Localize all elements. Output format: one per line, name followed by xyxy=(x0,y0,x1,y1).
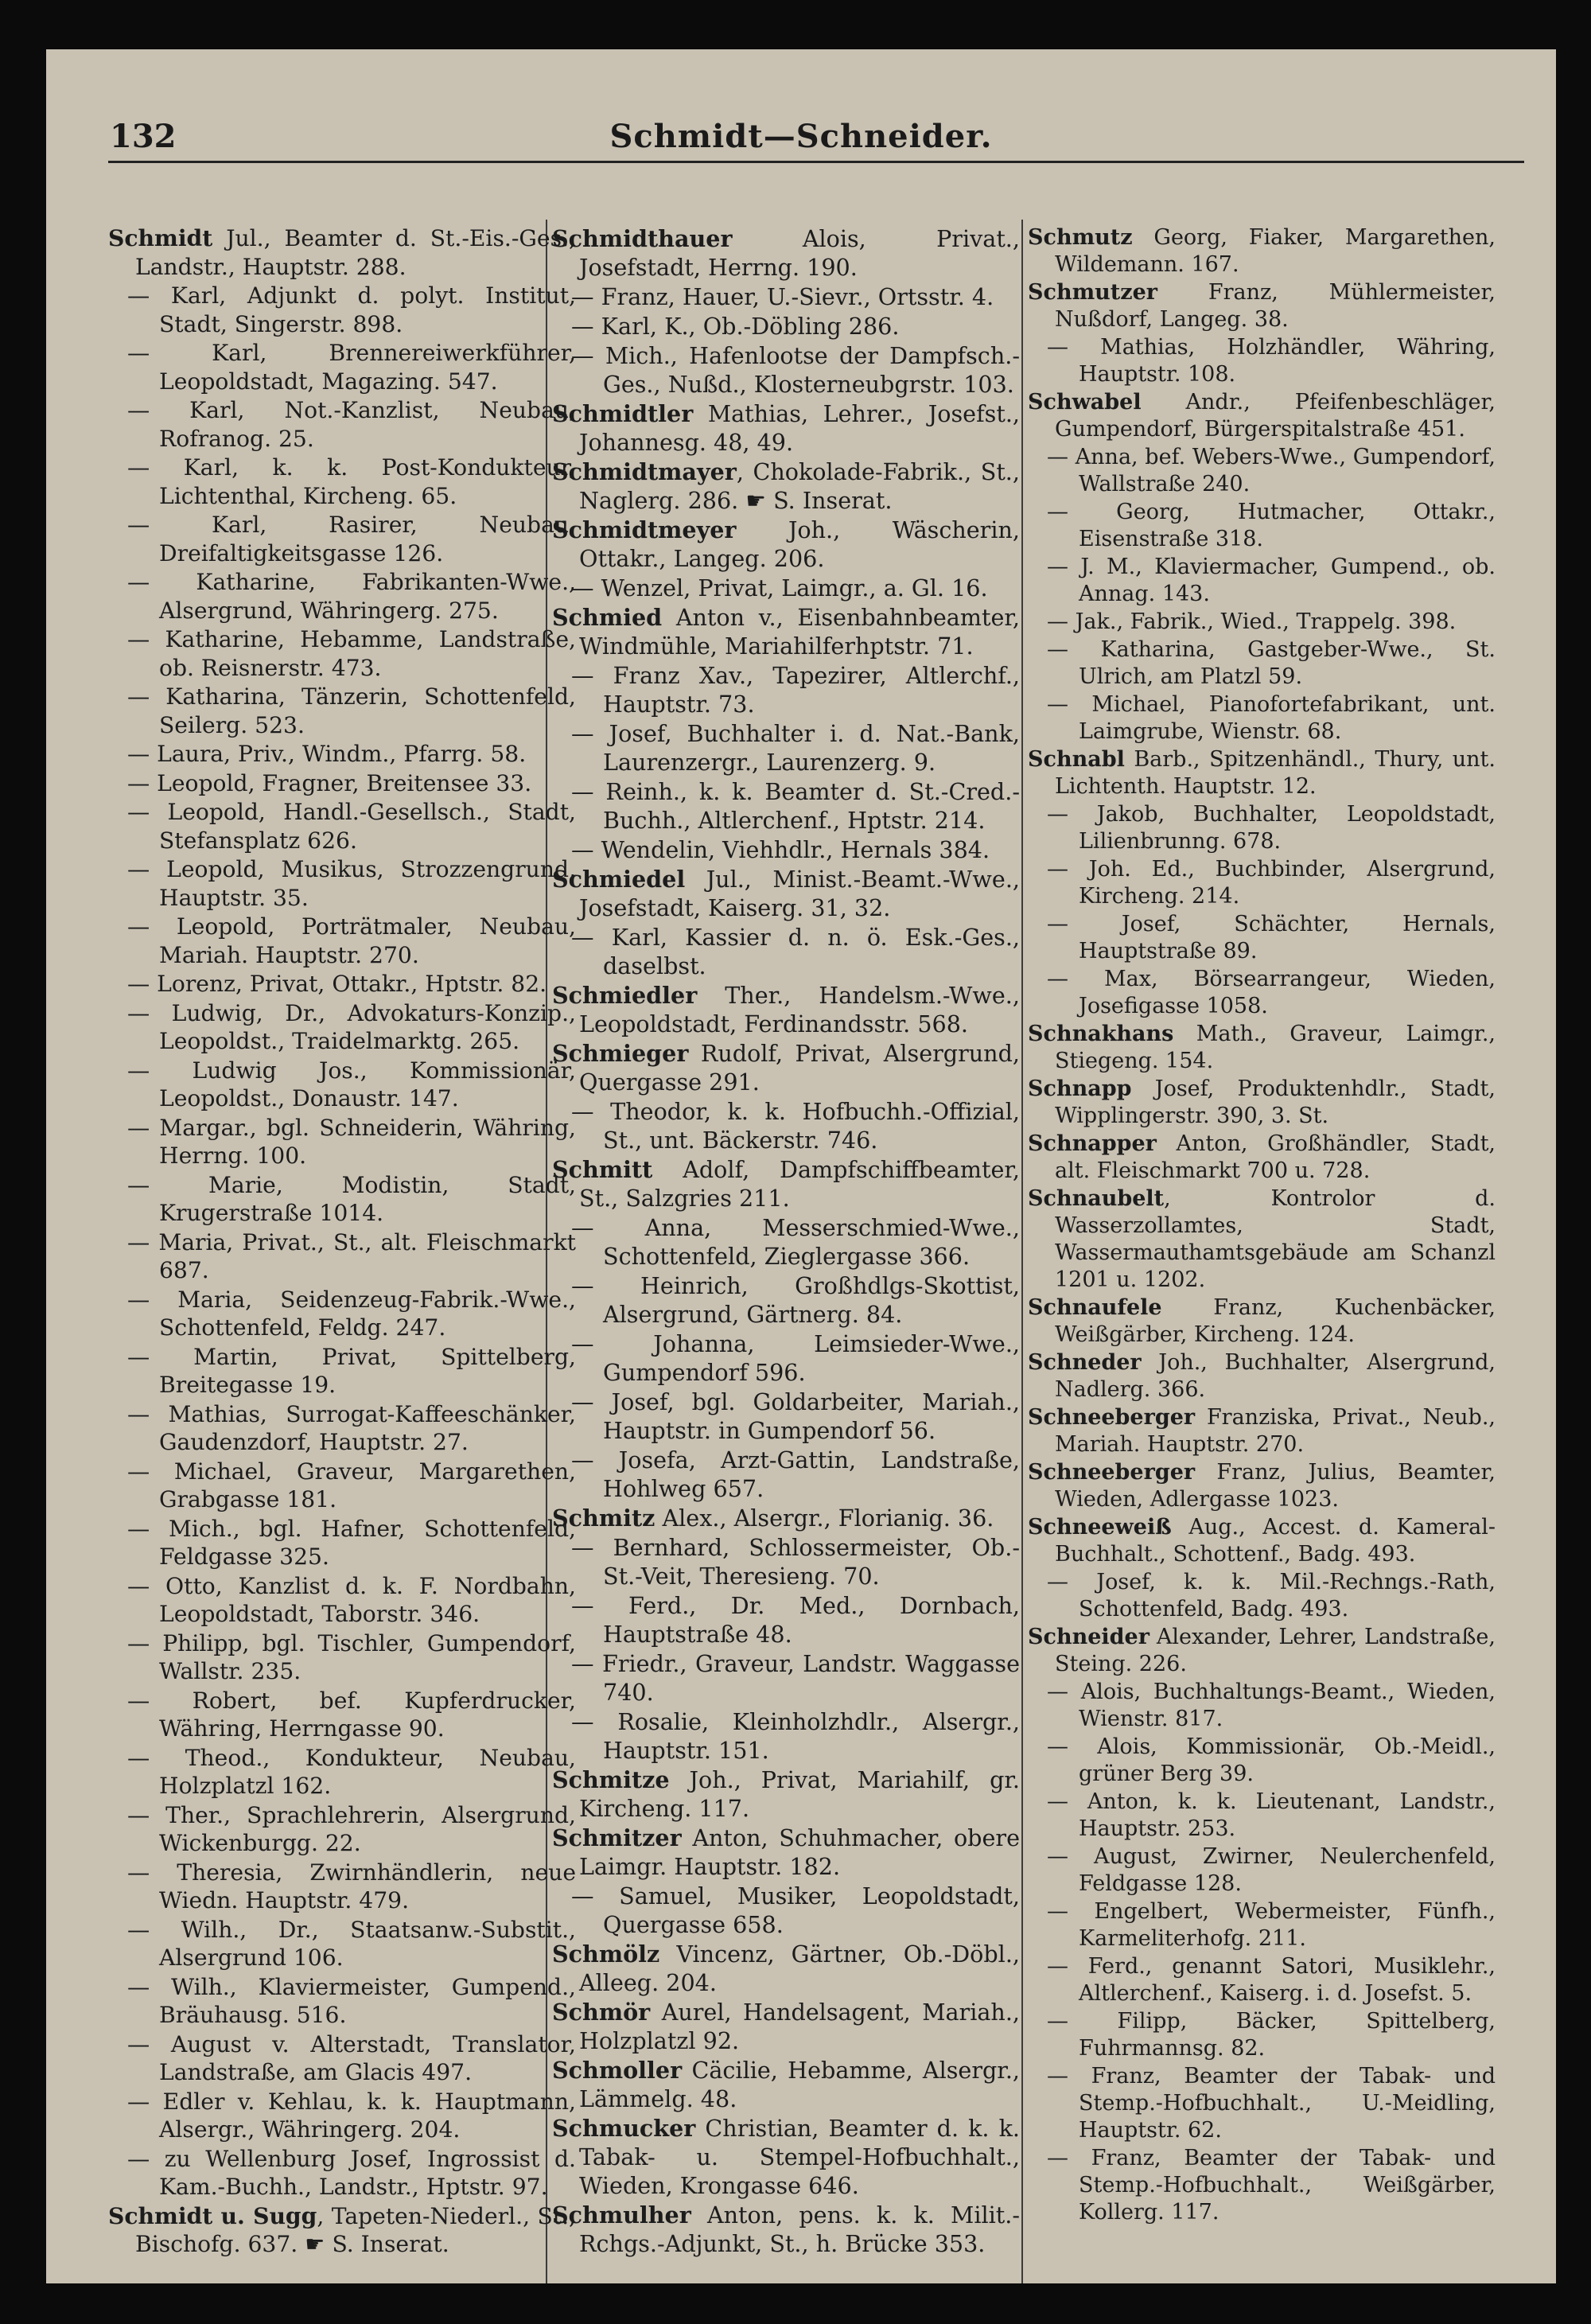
directory-subentry xyxy=(552,1388,1020,1445)
directory-entry xyxy=(1028,224,1496,278)
entry-text: — Karl, Kassier d. n. ö. Esk.-Ges., daselbst. xyxy=(571,924,1020,979)
entry-text: , Tapeten-Niederl., St., Bischofg. 637. ☛ S. Inserat. xyxy=(135,2202,576,2257)
entry-surname: Schneider xyxy=(1028,1625,1149,1649)
entry-text: — Joh. Ed., Buchbinder, Alsergrund, Kircheng. 214. xyxy=(1047,857,1496,909)
entry-text: — Jak., Fabrik., Wied., Trappelg. 398. xyxy=(1047,609,1457,634)
directory-entry xyxy=(552,1504,1020,1532)
entry-text: Alex., Alsergr., Florianig. 36. xyxy=(655,1505,994,1532)
entry-text: — Katharina, Gastgeber-Wwe., St. Ulrich, am Platzl 59. xyxy=(1047,637,1496,689)
entry-text: — August, Zwirner, Neulerchenfeld, Feldgasse 128. xyxy=(1047,1844,1496,1896)
entry-text: — Franz, Beamter der Tabak- und Stemp.-Hofbuchhalt., Weißgärber, Kollerg. 117. xyxy=(1047,2146,1496,2225)
directory-subentry xyxy=(108,683,576,739)
entry-text: — Mich., Hafenlootse der Dampfsch.-Ges., Nußd., Klosterneubgrstr. 103. xyxy=(571,342,1020,398)
directory-entry xyxy=(552,2056,1020,2113)
entry-surname: Schmieger xyxy=(552,1040,689,1067)
entry-surname: Schmulher xyxy=(552,2201,691,2229)
entry-text: Vincenz, Gärtner, Ob.-Döbl., Alleeg. 204. xyxy=(579,1941,1020,1996)
directory-subentry xyxy=(108,396,576,453)
directory-subentry xyxy=(552,1329,1020,1387)
entry-text: — Karl, k. k. Post-Kondukteur, Lichtenthal, Kircheng. 65. xyxy=(127,454,576,509)
entry-surname: Schnaufele xyxy=(1028,1295,1162,1320)
directory-subentry xyxy=(552,1533,1020,1590)
entry-text: — Max, Börsearrangeur, Wieden, Josefigasse 1058. xyxy=(1047,967,1496,1018)
directory-subentry xyxy=(1028,1843,1496,1898)
directory-subentry xyxy=(1028,801,1496,855)
directory-subentry xyxy=(552,661,1020,718)
entry-text: — Franz, Hauer, U.-Sievr., Ortsstr. 4. xyxy=(571,283,994,310)
directory-entry xyxy=(552,1998,1020,2055)
entry-text: — Maria, Seidenzeug-Fabrik.-Wwe., Schottenfeld, Feldg. 247. xyxy=(127,1286,576,1341)
entry-text: Alois, Privat., Josefstadt, Herrng. 190. xyxy=(579,225,1020,281)
entry-text: Anton v., Eisenbahnbeamter, Windmühle, Mariahilferhptstr. 71. xyxy=(579,604,1020,660)
entry-text: — Otto, Kanzlist d. k. F. Nordbahn, Leopoldstadt, Taborstr. 346. xyxy=(127,1572,576,1627)
directory-subentry xyxy=(1028,2063,1496,2144)
directory-subentry xyxy=(108,454,576,510)
directory-subentry xyxy=(108,1629,576,1686)
entry-text: Franziska, Privat., Neub., Mariah. Hauptstr. 270. xyxy=(1055,1405,1496,1457)
directory-entry xyxy=(552,457,1020,515)
directory-subentry xyxy=(1028,1953,1496,2007)
directory-entry xyxy=(1028,1131,1496,1185)
entry-surname: Schmidtler xyxy=(552,400,694,427)
entry-text: — Georg, Hutmacher, Ottakr., Eisenstraße 318. xyxy=(1047,500,1496,551)
entry-text: — August v. Alterstadt, Translator, Landstraße, am Glacis 497. xyxy=(127,2030,576,2085)
entry-text: — Katharine, Hebamme, Landstraße, ob. Reisnerstr. 473. xyxy=(127,626,576,681)
entry-text: — Anna, Messerschmied-Wwe., Schottenfeld, Zieglergasse 366. xyxy=(571,1214,1020,1270)
directory-subentry xyxy=(552,1882,1020,1939)
entry-surname: Schneeweiß xyxy=(1028,1515,1172,1540)
running-head: Schmidt—Schneider. xyxy=(609,118,993,155)
entry-text: — Johanna, Leimsieder-Wwe., Gumpendorf 596. xyxy=(571,1330,1020,1386)
directory-subentry xyxy=(552,1649,1020,1707)
directory-entry xyxy=(552,1155,1020,1213)
directory-entry xyxy=(552,1824,1020,1881)
entry-surname: Schmidtmeyer xyxy=(552,516,737,543)
directory-subentry xyxy=(108,1286,576,1342)
entry-text: — Filipp, Bäcker, Spittelberg, Fuhrmannsg. 82. xyxy=(1047,2009,1496,2061)
directory-subentry xyxy=(1028,1569,1496,1623)
directory-subentry xyxy=(552,1097,1020,1154)
directory-entry xyxy=(1028,389,1496,443)
directory-subentry xyxy=(552,1271,1020,1329)
entry-text: — Ludwig, Dr., Advokaturs-Konzip., Leopoldst., Traidelmarktg. 265. xyxy=(127,999,576,1054)
directory-entry xyxy=(1028,1185,1496,1294)
entry-text: — Leopold, Handl.-Gesellsch., Stadt, Stefansplatz 626. xyxy=(127,799,576,854)
entry-text: — Engelbert, Webermeister, Fünfh., Karmeliterhofg. 211. xyxy=(1047,1899,1496,1951)
entry-surname: Schmölz xyxy=(552,1941,660,1968)
page-header xyxy=(46,111,1556,156)
entry-surname: Schmitz xyxy=(552,1505,655,1532)
entry-text: Aug., Accest. d. Kameral-Buchhalt., Schottenf., Badg. 493. xyxy=(1055,1515,1496,1567)
directory-entry xyxy=(1028,1514,1496,1568)
directory-subentry xyxy=(108,2088,576,2144)
entry-text: — Leopold, Musikus, Strozzengrund, Hauptstr. 35. xyxy=(127,856,576,911)
directory-subentry xyxy=(552,923,1020,980)
entry-text: — Alois, Buchhaltungs-Beamt., Wieden, Wienstr. 817. xyxy=(1047,1680,1496,1731)
entry-surname: Schmutzer xyxy=(1028,280,1157,305)
entry-text: Joh., Privat, Mariahilf, gr. Kircheng. 117. xyxy=(579,1766,1020,1822)
directory-subentry xyxy=(1028,334,1496,388)
directory-subentry xyxy=(108,2030,576,2087)
directory-subentry xyxy=(108,1916,576,1972)
entry-text: Mathias, Lehrer., Josefst., Johannesg. 48, 49. xyxy=(579,400,1020,456)
directory-entry xyxy=(108,224,576,281)
entry-surname: Schmitze xyxy=(552,1766,670,1793)
entry-text: Franz, Julius, Beamter, Wieden, Adlergasse 1023. xyxy=(1055,1460,1496,1512)
entry-surname: Schneeberger xyxy=(1028,1460,1196,1485)
entry-text: — Theod., Kondukteur, Neubau, Holzplatzl 162. xyxy=(127,1744,576,1799)
entry-text: — Karl, Rasirer, Neubau, Dreifaltigkeitsgasse 126. xyxy=(127,512,576,566)
directory-entry xyxy=(552,865,1020,922)
directory-subentry xyxy=(108,999,576,1056)
directory-subentry xyxy=(108,1057,576,1113)
entry-text: Anton, Schuhmacher, obere Laimgr. Hauptstr. 182. xyxy=(579,1824,1020,1880)
directory-subentry xyxy=(1028,636,1496,691)
directory-entry xyxy=(552,1039,1020,1096)
entry-surname: Schmidthauer xyxy=(552,225,733,252)
entry-surname: Schmitt xyxy=(552,1156,653,1183)
entry-surname: Schmör xyxy=(552,1999,651,2026)
entry-text: — Theodor, k. k. Hofbuchh.-Offizial, St., unt. Bäckerstr. 746. xyxy=(571,1098,1020,1154)
entry-text: Josef, Produktenhdlr., Stadt, Wipplingerstr. 390, 3. St. xyxy=(1055,1076,1496,1128)
entry-text: — Leopold, Fragner, Breitensee 33. xyxy=(127,769,532,796)
entry-text: Franz, Mühlermeister, Nußdorf, Langeg. 38. xyxy=(1055,280,1496,332)
directory-subentry xyxy=(108,740,576,769)
directory-subentry xyxy=(108,1458,576,1514)
directory-subentry xyxy=(108,970,576,999)
entry-text: Math., Graveur, Laimgr., Stiegeng. 154. xyxy=(1055,1022,1496,1073)
entry-text: — Josef, Buchhalter i. d. Nat.-Bank, Laurenzergr., Laurenzerg. 9. xyxy=(571,720,1020,776)
entry-text: — Lorenz, Privat, Ottakr., Hptstr. 82. xyxy=(127,971,547,997)
directory-subentry xyxy=(552,719,1020,777)
entry-surname: Schnaubelt xyxy=(1028,1186,1165,1211)
entry-text: — Karl, Adjunkt d. polyt. Institut, Stadt, Singerstr. 898. xyxy=(127,282,576,337)
entry-text: Cäcilie, Hebamme, Alsergr., Lämmelg. 48. xyxy=(579,2057,1020,2112)
directory-subentry xyxy=(1028,1898,1496,1952)
directory-entry xyxy=(1028,1404,1496,1458)
directory-subentry xyxy=(1028,444,1496,498)
directory-subentry xyxy=(108,1515,576,1571)
directory-entry xyxy=(1028,1349,1496,1403)
directory-subentry xyxy=(108,798,576,854)
directory-subentry xyxy=(108,1228,576,1285)
entry-text: — Marie, Modistin, Stadt, Krugerstraße 1014. xyxy=(127,1171,576,1226)
entry-text: — Friedr., Graveur, Landstr. Waggasse 740. xyxy=(571,1650,1020,1706)
directory-entry xyxy=(552,2201,1020,2258)
entry-text: — Karl, K., Ob.-Döbling 286. xyxy=(571,313,900,340)
entry-text: — Anna, bef. Webers-Wwe., Gumpendorf, Wallstraße 240. xyxy=(1047,445,1496,496)
entry-text: — Theresia, Zwirnhändlerin, neue Wiedn. Hauptstr. 479. xyxy=(127,1859,576,1913)
directory-subentry xyxy=(108,913,576,969)
directory-entry xyxy=(1028,1294,1496,1349)
directory-subentry xyxy=(552,282,1020,311)
directory-subentry xyxy=(1028,499,1496,553)
entry-text: — Karl, Not.-Kanzlist, Neubau, Rofranog. 25. xyxy=(127,397,576,452)
entry-text: — Josef, Schächter, Hernals, Hauptstraße 89. xyxy=(1047,912,1496,963)
entry-surname: Schmutz xyxy=(1028,225,1133,250)
entry-text: — Jakob, Buchhalter, Leopoldstadt, Lilienbrunng. 678. xyxy=(1047,802,1496,854)
directory-subentry xyxy=(1028,856,1496,910)
directory-subentry xyxy=(108,511,576,567)
entry-text: Jul., Beamter d. St.-Eis.-Ges., Landstr., Hauptstr. 288. xyxy=(135,225,576,280)
directory-page xyxy=(46,49,1556,2283)
directory-subentry xyxy=(1028,691,1496,745)
directory-subentry xyxy=(1028,554,1496,608)
entry-text: — Mich., bgl. Hafner, Schottenfeld, Feldgasse 325. xyxy=(127,1515,576,1570)
entry-text: — Josef, k. k. Mil.-Rechngs.-Rath, Schottenfeld, Badg. 493. xyxy=(1047,1570,1496,1621)
entry-text: , Chokolade-Fabrik., St., Naglerg. 286. ☛ S. Inserat. xyxy=(579,458,1020,514)
entry-surname: Schnabl xyxy=(1028,747,1125,772)
directory-subentry xyxy=(552,1213,1020,1271)
entry-text: Rudolf, Privat, Alsergrund, Quergasse 291. xyxy=(579,1040,1020,1096)
directory-subentry xyxy=(108,1400,576,1457)
entry-text: — Michael, Graveur, Margarethen, Grabgasse 181. xyxy=(127,1458,576,1512)
directory-subentry xyxy=(108,1114,576,1170)
directory-entry xyxy=(1028,1459,1496,1513)
entry-text: — Alois, Kommissionär, Ob.-Meidl., grüner Berg 39. xyxy=(1047,1734,1496,1786)
directory-subentry xyxy=(108,769,576,798)
entry-surname: Schmoller xyxy=(552,2057,683,2084)
directory-subentry xyxy=(1028,1679,1496,1733)
entry-surname: Schmied xyxy=(552,604,663,631)
entry-text: — Edler v. Kehlau, k. k. Hauptmann, Alsergr., Währingerg. 204. xyxy=(127,2088,576,2143)
entry-text: Barb., Spitzenhändl., Thury, unt. Lichtenth. Hauptstr. 12. xyxy=(1055,747,1496,799)
column-left xyxy=(108,224,576,2260)
directory-entry xyxy=(552,981,1020,1038)
directory-subentry xyxy=(108,1687,576,1743)
directory-subentry xyxy=(108,1572,576,1629)
entry-text: — Wenzel, Privat, Laimgr., a. Gl. 16. xyxy=(571,574,988,601)
entry-text: Franz, Kuchenbäcker, Weißgärber, Kircheng. 124. xyxy=(1055,1295,1496,1347)
entry-text: Aurel, Handelsagent, Mariah., Holzplatzl 92. xyxy=(579,1999,1020,2054)
directory-subentry xyxy=(108,1859,576,1915)
directory-subentry xyxy=(552,777,1020,835)
entry-surname: Schmitzer xyxy=(552,1824,682,1851)
directory-subentry xyxy=(552,341,1020,399)
entry-surname: Schnapp xyxy=(1028,1076,1132,1101)
directory-subentry xyxy=(552,1707,1020,1765)
entry-text: Anton, pens. k. k. Milit.-Rchgs.-Adjunkt, St., h. Brücke 353. xyxy=(579,2201,1020,2257)
directory-subentry xyxy=(552,1591,1020,1649)
directory-entry xyxy=(1028,1624,1496,1678)
directory-subentry xyxy=(108,1801,576,1858)
entry-text: — Josefa, Arzt-Gattin, Landstraße, Hohlweg 657. xyxy=(571,1446,1020,1502)
entry-text: , Kontrolor d. Wasserzollamtes, Stadt, Wassermauthamtsgebäude am Schanzl 1201 u. 1202. xyxy=(1055,1186,1496,1292)
directory-entry xyxy=(1028,279,1496,333)
directory-subentry xyxy=(108,568,576,625)
directory-entry xyxy=(552,603,1020,660)
entry-text: — Wilh., Klaviermeister, Gumpend., Bräuhausg. 516. xyxy=(127,1973,576,2028)
directory-subentry xyxy=(108,1973,576,2030)
entry-text: — Ferd., Dr. Med., Dornbach, Hauptstraße 48. xyxy=(571,1592,1020,1648)
entry-surname: Schmiedler xyxy=(552,982,698,1009)
entry-text: — Leopold, Porträtmaler, Neubau, Mariah. Hauptstr. 270. xyxy=(127,913,576,968)
directory-subentry xyxy=(1028,609,1496,636)
entry-text: — Ludwig Jos., Kommissionär, Leopoldst., Donaustr. 147. xyxy=(127,1057,576,1111)
entry-surname: Schnapper xyxy=(1028,1131,1157,1156)
directory-subentry xyxy=(1028,2008,1496,2062)
entry-surname: Schmidtmayer xyxy=(552,458,737,485)
entry-text: — Katharina, Tänzerin, Schottenfeld, Seilerg. 523. xyxy=(127,683,576,738)
entry-text: Adolf, Dampfschiffbeamter, St., Salzgries 211. xyxy=(579,1156,1020,1212)
entry-text: — Samuel, Musiker, Leopoldstadt, Quergasse 658. xyxy=(571,1882,1020,1938)
entry-text: — Laura, Priv., Windm., Pfarrg. 58. xyxy=(127,741,527,767)
entry-surname: Schwabel xyxy=(1028,390,1142,415)
entry-text: — Karl, Brennereiwerkführer, Leopoldstadt, Magazing. 547. xyxy=(127,340,576,395)
directory-subentry xyxy=(1028,1789,1496,1843)
entry-text: Joh., Wäscherin, Ottakr., Langeg. 206. xyxy=(579,516,1020,572)
entry-text: — Anton, k. k. Lieutenant, Landstr., Hauptstr. 253. xyxy=(1047,1789,1496,1841)
directory-entry xyxy=(1028,1021,1496,1075)
entry-text: Anton, Großhändler, Stadt, alt. Fleischmarkt 700 u. 728. xyxy=(1055,1131,1496,1183)
entry-text: Alexander, Lehrer, Landstraße, Steing. 226. xyxy=(1055,1625,1496,1676)
directory-subentry xyxy=(108,855,576,912)
entry-text: — Margar., bgl. Schneiderin, Währing, Herrng. 100. xyxy=(127,1114,576,1169)
entry-text: — Mathias, Holzhändler, Währing, Hauptstr. 108. xyxy=(1047,335,1496,387)
directory-subentry xyxy=(552,835,1020,864)
entry-text: — Mathias, Surrogat-Kaffeeschänker, Gaudenzdorf, Hauptstr. 27. xyxy=(127,1400,576,1455)
directory-subentry xyxy=(108,282,576,338)
column-right xyxy=(1028,224,1496,2227)
entry-surname: Schmucker xyxy=(552,2115,696,2142)
entry-text: Georg, Fiaker, Margarethen, Wildemann. 167. xyxy=(1055,225,1496,277)
entry-surname: Schnakhans xyxy=(1028,1022,1174,1046)
entry-text: — Katharine, Fabrikanten-Wwe., Alsergrund, Währingerg. 275. xyxy=(127,569,576,624)
entry-surname: Schneeberger xyxy=(1028,1405,1196,1430)
directory-subentry xyxy=(552,312,1020,341)
directory-subentry xyxy=(1028,2145,1496,2226)
entry-text: Ther., Handelsm.-Wwe., Leopoldstadt, Ferdinandsstr. 568. xyxy=(579,982,1020,1037)
directory-entry xyxy=(552,2114,1020,2200)
directory-entry xyxy=(1028,746,1496,800)
entry-text: — Bernhard, Schlossermeister, Ob.-St.-Veit, Theresieng. 70. xyxy=(571,1534,1020,1590)
entry-text: Jul., Minist.-Beamt.-Wwe., Josefstadt, Kaiserg. 31, 32. xyxy=(579,866,1020,921)
entry-text: — Ferd., genannt Satori, Musiklehr., Altlerchenf., Kaiserg. i. d. Josefst. 5. xyxy=(1047,1954,1496,2006)
column-divider xyxy=(1021,220,1023,2283)
directory-entry xyxy=(552,516,1020,573)
entry-text: — Josef, bgl. Goldarbeiter, Mariah., Hauptstr. in Gumpendorf 56. xyxy=(571,1388,1020,1444)
directory-subentry xyxy=(108,625,576,682)
header-rule xyxy=(108,161,1524,163)
directory-entry xyxy=(552,1765,1020,1823)
entry-text: — Martin, Privat, Spittelberg, Breitegasse 19. xyxy=(127,1343,576,1398)
entry-surname: Schmidt xyxy=(108,225,213,251)
directory-entry xyxy=(108,2202,576,2259)
entry-text: — Reinh., k. k. Beamter d. St.-Cred.-Buchh., Altlerchenf., Hptstr. 214. xyxy=(571,778,1020,834)
directory-subentry xyxy=(108,339,576,395)
entry-text: — Rosalie, Kleinholzhdlr., Alsergr., Hauptstr. 151. xyxy=(571,1708,1020,1764)
entry-text: Andr., Pfeifenbeschläger, Gumpendorf, Bürgerspitalstraße 451. xyxy=(1055,390,1496,442)
entry-text: — Maria, Privat., St., alt. Fleischmarkt 687. xyxy=(127,1228,576,1283)
entry-text: — Heinrich, Großhdlgs-Skottist, Alsergrund, Gärtnerg. 84. xyxy=(571,1272,1020,1328)
entry-surname: Schmidt u. Sugg xyxy=(108,2202,317,2229)
entry-surname: Schmiedel xyxy=(552,866,686,893)
directory-subentry xyxy=(552,574,1020,602)
entry-text: — J. M., Klaviermacher, Gumpend., ob. Annag. 143. xyxy=(1047,555,1496,606)
entry-text: — Wilh., Dr., Staatsanw.-Substit., Alsergrund 106. xyxy=(127,1916,576,1971)
directory-subentry xyxy=(108,1343,576,1399)
entry-text: — Robert, bef. Kupferdrucker, Währing, Herrngasse 90. xyxy=(127,1687,576,1742)
directory-subentry xyxy=(1028,1734,1496,1788)
directory-entry xyxy=(552,1940,1020,1997)
directory-entry xyxy=(552,399,1020,457)
entry-text: — Michael, Pianofortefabrikant, unt. Laimgrube, Wienstr. 68. xyxy=(1047,692,1496,744)
entry-text: — Wendelin, Viehhdlr., Hernals 384. xyxy=(571,836,990,863)
directory-subentry xyxy=(1028,966,1496,1020)
entry-text: — Franz Xav., Tapezirer, Altlerchf., Hauptstr. 73. xyxy=(571,662,1020,718)
entry-text: Joh., Buchhalter, Alsergrund, Nadlerg. 366. xyxy=(1055,1350,1496,1402)
entry-text: — Franz, Beamter der Tabak- und Stemp.-Hofbuchhalt., U.-Meidling, Hauptstr. 62. xyxy=(1047,2064,1496,2143)
column-middle xyxy=(552,224,1020,2259)
directory-subentry xyxy=(108,1171,576,1228)
directory-entry xyxy=(552,224,1020,282)
directory-subentry xyxy=(108,2145,576,2201)
entry-text: — zu Wellenburg Josef, Ingrossist d. Kam.-Buchh., Landstr., Hptstr. 97. xyxy=(127,2145,576,2200)
page-number: 132 xyxy=(110,118,177,155)
entry-text: — Ther., Sprachlehrerin, Alsergrund, Wickenburgg. 22. xyxy=(127,1801,576,1856)
entry-text: Christian, Beamter d. k. k. Tabak- u. Stempel-Hofbuchhalt., Wieden, Krongasse 646. xyxy=(579,2115,1020,2199)
directory-subentry xyxy=(108,1744,576,1800)
directory-subentry xyxy=(552,1446,1020,1503)
entry-surname: Schneder xyxy=(1028,1350,1142,1375)
directory-entry xyxy=(1028,1076,1496,1130)
entry-text: — Philipp, bgl. Tischler, Gumpendorf, Wallstr. 235. xyxy=(127,1629,576,1684)
directory-subentry xyxy=(1028,911,1496,965)
